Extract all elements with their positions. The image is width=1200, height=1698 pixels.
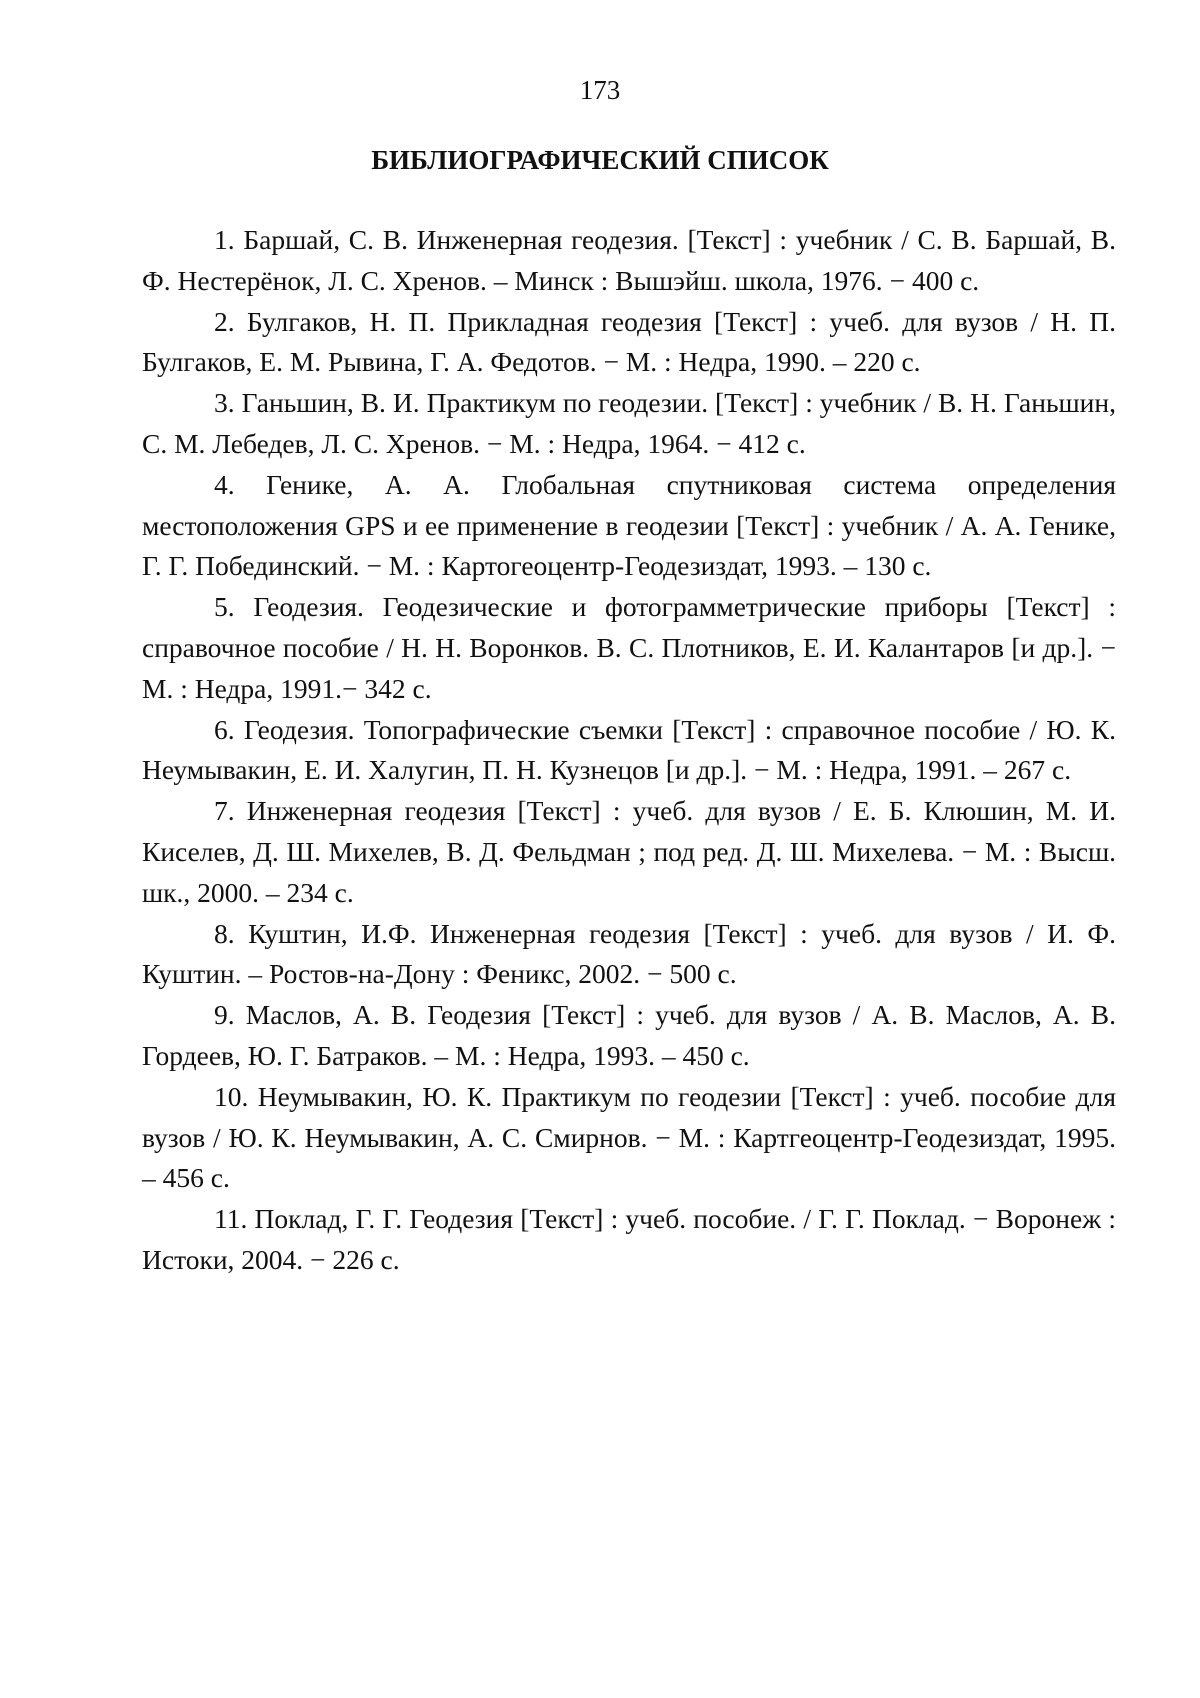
bibliography-entry-11: 11. Поклад, Г. Г. Геодезия [Текст] : учеб. пособие. / Г. Г. Поклад. − Воронеж : Истоки, 2004. − 226 с.: [142, 1203, 1116, 1275]
bibliography-entry-5: 5. Геодезия. Геодезические и фотограмметрические приборы [Текст] : справочное пособие / Н. Н. Воронков. В. С. Плотников, Е. И. Калантаров [и др.]. − М. : Недра, 1991.− 342 с.: [142, 591, 1116, 704]
bibliography-entry-2: 2. Булгаков, Н. П. Прикладная геодезия [Текст] : учеб. для вузов / Н. П. Булгаков, Е. М. Рывина, Г. А. Федотов. − М. : Недра, 1990. – 220 с.: [142, 305, 1116, 378]
bibliography-entry-9: 9. Маслов, А. В. Геодезия [Текст] : учеб. для вузов / А. В. Маслов, А. В. Гордеев, Ю. Г. Батраков. – М. : Недра, 1993. – 450 с.: [142, 999, 1116, 1071]
bibliography-entry-8: 8. Куштин, И.Ф. Инженерная геодезия [Текст] : учеб. для вузов / И. Ф. Куштин. – Ростов-на-Дону : Феникс, 2002. − 500 с.: [142, 917, 1116, 990]
bibliography-entry-3: 3. Ганьшин, В. И. Практикум по геодезии. [Текст] : учебник / В. Н. Ганьшин, С. М. Лебедев, Л. С. Хренов. − М. : Недра, 1964. − 412 с.: [142, 387, 1116, 459]
page-title: БИБЛИОГРАФИЧЕСКИЙ СПИСОК: [371, 145, 829, 175]
bibliography-list: [142, 220, 1116, 1281]
bibliography-entry-10: 10. Неумывакин, Ю. К. Практикум по геодезии [Текст] : учеб. пособие для вузов / Ю. К. Неумывакин, А. С. Смирнов. − М. : Картгеоцентр-Геодезиздат, 1995. – 456 с.: [142, 1080, 1116, 1194]
bibliography-entry-7: 7. Инженерная геодезия [Текст] : учеб. для вузов / Е. Б. Клюшин, М. И. Киселев, Д. Ш. Михелев, В. Д. Фельдман ; под ред. Д. Ш. Михелева. − М. : Высш. шк., 2000. – 234 с.: [142, 795, 1116, 908]
bibliography-entry-4: 4. Генике, А. А. Глобальная спутниковая система определения местоположения GPS и ее применение в геодезии [Текст] : учебник / А. А. Генике, Г. Г. Побединский. − М. : Картогеоцентр-Геодезиздат, 1993. – 130 с.: [142, 468, 1116, 582]
page-number: 173: [579, 75, 621, 105]
bibliography-entry-1: 1. Баршай, С. В. Инженерная геодезия. [Текст] : учебник / С. В. Баршай, В. Ф. Нестерёнок, Л. С. Хренов. – Минск : Вышэйш. школа, 1976. − 400 с.: [142, 224, 1116, 296]
bibliography-entry-6: 6. Геодезия. Топографические съемки [Текст] : справочное пособие / Ю. К. Неумывакин, Е. И. Халугин, П. Н. Кузнецов [и др.]. − М. : Недра, 1991. – 267 с.: [142, 713, 1116, 786]
